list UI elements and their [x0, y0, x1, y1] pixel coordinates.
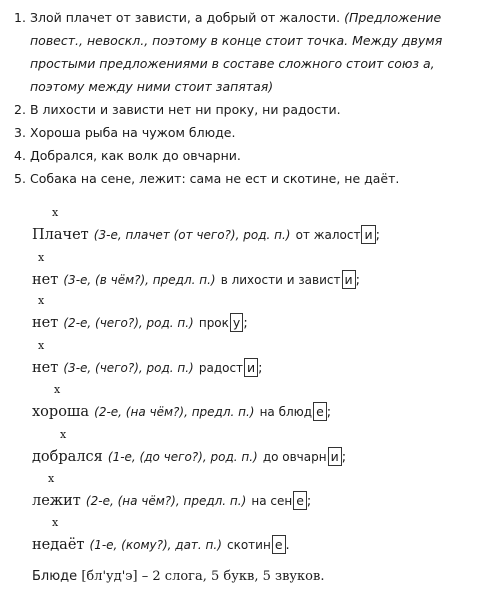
analysis-object: скотин	[226, 538, 271, 552]
punctuation: ;	[375, 228, 380, 243]
analysis-note: (3-е, (в чём?), предл. п.)	[63, 273, 216, 287]
item-text: В лихости и зависти нет ни проку, ни радости.	[30, 102, 341, 117]
list-item	[14, 98, 490, 121]
punctuation: .	[285, 538, 290, 553]
punctuation: ;	[243, 316, 248, 331]
list-item	[14, 167, 490, 190]
transcription: [бл'уд'э]	[81, 569, 138, 584]
verb-mark: x	[38, 251, 45, 264]
analysis-object: на блюд	[259, 405, 313, 419]
analysis-row	[0, 206, 496, 252]
summary-word: Блюде	[32, 569, 78, 584]
verb-mark: x	[52, 516, 59, 529]
verb-mark: x	[60, 428, 67, 441]
analysis-object: от жалост	[295, 228, 361, 242]
analysis-row	[0, 294, 496, 340]
analysis-row	[0, 383, 496, 429]
analysis-word: нет	[32, 315, 59, 331]
ending-box: е	[272, 535, 286, 554]
analysis-row	[0, 339, 496, 385]
analysis-row	[0, 472, 496, 518]
ending-box: е	[313, 402, 327, 421]
list-item	[14, 144, 490, 167]
ending-box: и	[361, 225, 375, 244]
analysis-object: прок	[198, 316, 229, 330]
punctuation: ;	[326, 405, 332, 420]
ending-box: е	[293, 491, 307, 510]
analysis-row	[0, 251, 496, 297]
analysis-word: добрался	[32, 449, 103, 465]
analysis-object: на сен	[251, 494, 293, 508]
item-text: Добрался, как волк до овчарни.	[30, 148, 241, 163]
punctuation: ;	[258, 361, 263, 376]
ending-box: и	[244, 358, 258, 377]
summary-counts: – 2 слога, 5 букв, 5 звуков.	[141, 569, 325, 584]
item-text: Собака на сене, лежит: сама не ест и скотине, не даёт.	[30, 171, 400, 186]
item-number: 2.	[14, 102, 26, 117]
ending-box: у	[230, 313, 243, 332]
analysis-note: (1-е, (до чего?), род. п.)	[107, 450, 258, 464]
analysis-word: хороша	[32, 404, 90, 420]
item-note: (Предложение повест., невоскл., поэтому в конце стоит точка. Между двумя простыми предложениями в составе сложного стоит союз а, поэтому между ними стоит запятая)	[30, 10, 443, 94]
phonetic-summary	[32, 569, 324, 584]
analysis-word: нет	[32, 272, 59, 288]
analysis-object: в лихости и завист	[220, 273, 341, 287]
ending-box: и	[328, 447, 342, 466]
list-item	[14, 6, 490, 98]
analysis-note: (3-е, плачет (от чего?), род. п.)	[93, 228, 291, 242]
analysis-row	[0, 516, 496, 562]
analysis-note: (3-е, (чего?), род. п.)	[63, 361, 194, 375]
verb-mark: x	[38, 339, 45, 352]
verb-mark: x	[52, 206, 59, 219]
item-text: Злой плачет от зависти, а добрый от жалости.	[30, 10, 341, 25]
sentence-list	[14, 6, 490, 190]
verb-mark: x	[38, 294, 45, 307]
analysis-word: Плачет	[32, 227, 89, 243]
analysis-object: радост	[198, 361, 244, 375]
list-item	[14, 121, 490, 144]
item-number: 1.	[14, 10, 26, 25]
verb-mark: x	[54, 383, 61, 396]
analysis-word: недаёт	[32, 537, 85, 553]
item-number: 4.	[14, 148, 26, 163]
punctuation: ;	[355, 273, 361, 288]
analysis-word: нет	[32, 360, 59, 376]
item-number: 3.	[14, 125, 26, 140]
analysis-word: лежит	[32, 493, 81, 509]
verb-mark: x	[48, 472, 55, 485]
analysis-note: (1-е, (кому?), дат. п.)	[89, 538, 222, 552]
punctuation: ;	[306, 494, 312, 509]
item-number: 5.	[14, 171, 26, 186]
analysis-note: (2-е, (на чём?), предл. п.)	[85, 494, 247, 508]
punctuation: ;	[341, 450, 347, 465]
item-text: Хороша рыба на чужом блюде.	[30, 125, 236, 140]
analysis-object: до овчарн	[262, 450, 327, 464]
analysis-row	[0, 428, 496, 474]
analysis-note: (2-е, (на чём?), предл. п.)	[94, 405, 255, 419]
analysis-note: (2-е, (чего?), род. п.)	[63, 316, 194, 330]
ending-box: и	[342, 270, 356, 289]
